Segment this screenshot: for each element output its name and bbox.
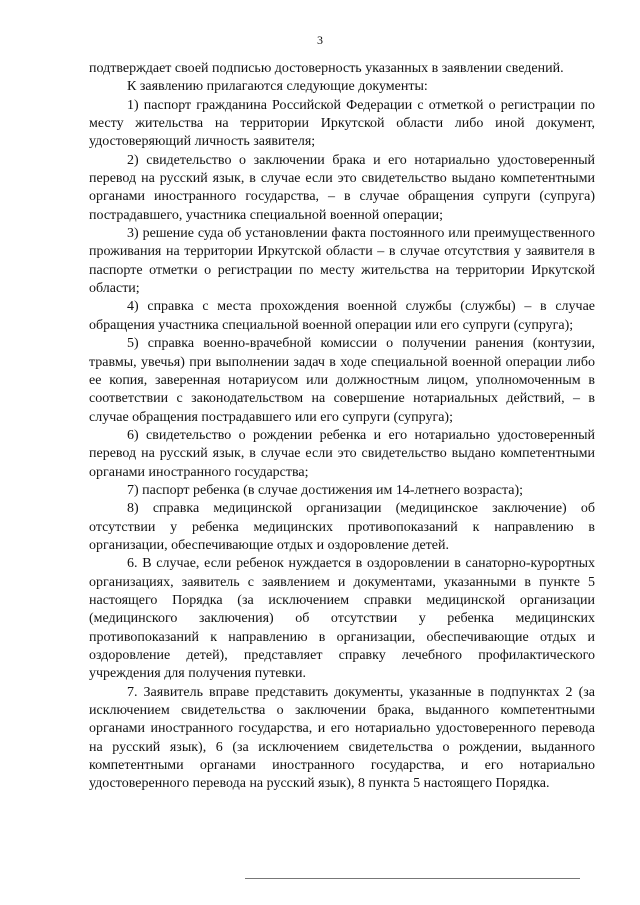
list-item-7-child-passport: 7) паспорт ребенка (в случае достижения им 14-летнего возраста); — [127, 482, 523, 498]
list-item-5-medical-commission: 5) справка военно-врачебной комиссии о получении ранения (контузии, травмы, увечья) при выполнении задач в ходе специальной военной операции либо ее копия, заверенная нотариусом или должностным лицом, уполномоченным в соответствии с законодательством на совершение нотариальных действий, – в случае обращения пострадавшего или его супруги (супруга); — [89, 336, 595, 425]
list-item-4-service-certificate: 4) справка с места прохождения военной службы (службы) – в случае обращения участника специальной военной операции или его супруги (супруга); — [89, 299, 595, 333]
list-item-2-marriage-certificate: 2) свидетельство о заключении брака и его нотариально удостоверенный перевод на русский язык, в случае если это свидетельство выдано компетентными органами иностранного государства, – в случае обращения супруги (супруга) пострадавшего, участника специальной военной операции; — [89, 152, 595, 223]
list-item-8-medical-certificate: 8) справка медицинской организации (медицинское заключение) об отсутствии у ребенка медицинских противопоказаний к направлению в организации, обеспечивающие отдых и оздоровление детей. — [89, 501, 595, 553]
paragraph-documents-intro: К заявлению прилагаются следующие документы: — [127, 79, 428, 95]
list-item-6-birth-certificate: 6) свидетельство о рождении ребенка и его нотариально удостоверенный перевод на русский язык, в случае если это свидетельство выдано компетентными органами иностранного государства; — [89, 427, 595, 480]
paragraph-section-6: 6. В случае, если ребенок нуждается в оздоровлении в санаторно-курортных организациях, заявитель с заявлением и документами, указанными в пункте 5 настоящего Порядка (за исключением справки медицинской организации (медицинского заключения) об отсутствии у ребенка медицинских противопоказаний к направлению в организации, обеспечивающие отдых и оздоровление детей), представляет справку лечебного профилактического учреждения для получения путевки. — [89, 556, 595, 682]
page-number: 3 — [317, 33, 323, 47]
paragraph-continuation: подтверждает своей подписью достоверность указанных в заявлении сведений. — [89, 61, 564, 76]
paragraph-section-7: 7. Заявитель вправе представить документы, указанные в подпунктах 2 (за исключением свидетельства о заключении брака, выданного компетентными органами иностранного государства, и его нотариально удостоверенного перевода на русский язык), 6 (за исключением свидетельства о рождении, выданного компетентными органами иностранного государства, и его нотариально удостоверенного перевода на русский язык), 8 пункта 5 настоящего Порядка. — [89, 684, 595, 792]
list-item-3-court-decision: 3) решение суда об установлении факта постоянного или преимущественного проживания на территории Иркутской области – в случае отсутствия у заявителя в паспорте отметки о регистрации по месту жительства на территории Иркутской области; — [89, 226, 595, 297]
list-item-1-passport: 1) паспорт гражданина Российской Федерации с отметкой о регистрации по месту жительства на территории Иркутской области либо иной документ, удостоверяющий личность заявителя; — [89, 97, 595, 150]
document-body — [89, 60, 595, 794]
page-footer-line — [245, 878, 580, 879]
